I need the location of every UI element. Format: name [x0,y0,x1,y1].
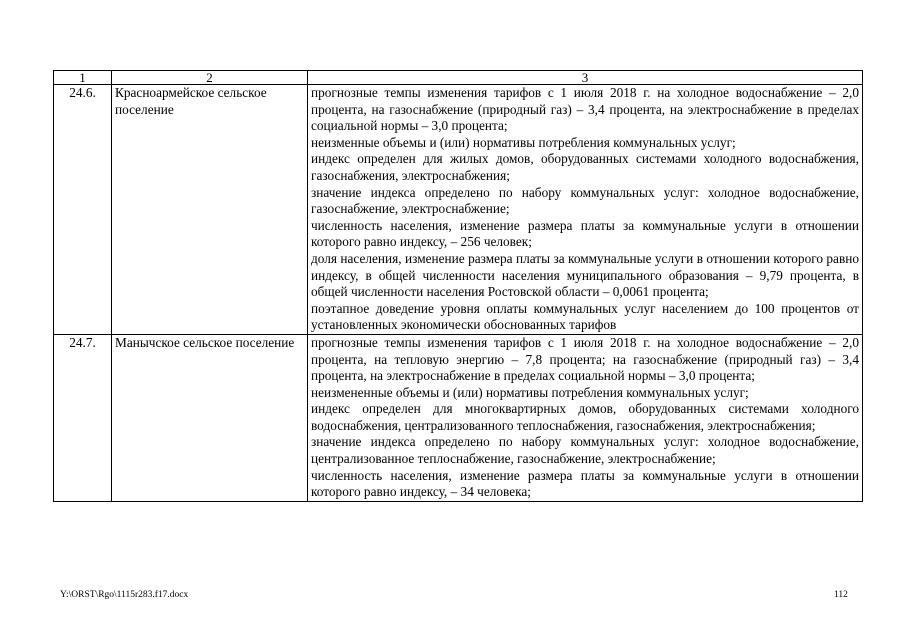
description-paragraph: индекс определен для жилых домов, оборудованных системами холодного водоснабжения, газоснабжения, электроснабжения; [311,151,859,183]
footer-file-path: Y:\ORST\Rgo\1115r283.f17.docx [60,590,189,600]
table-header-row [54,71,863,85]
description-paragraph: неизменные объемы и (или) нормативы потребления коммунальных услуг; [311,134,736,150]
description-paragraph: численность населения, изменение размера платы за коммунальные услуги в отношении которого равно индексу, – 34 человека; [311,467,859,500]
row-description [308,334,863,501]
settlement-name: Красноармейское сельское поселение [112,85,308,335]
settlement-name: Манычское сельское поселение [112,334,308,501]
table-row [54,334,863,501]
header-cell-1: 1 [54,71,112,85]
description-paragraph: прогнозные темпы изменения тарифов с 1 июля 2018 г. на холодное водоснабжение – 2,0 процента, на газоснабжение (природный газ) – 3,4 процента, на электроснабжение в пределах социальной нормы – 3,0 процента; [311,85,859,134]
row-number: 24.6. [54,85,112,335]
row-number: 24.7. [54,334,112,501]
description-paragraph: численность населения, изменение размера платы за коммунальные услуги в отношении которого равно индексу, – 256 человек; [311,217,859,250]
page-number: 112 [834,590,848,600]
description-paragraph: значение индекса определено по набору коммунальных услуг: холодное водоснабжение, централизованное теплоснабжение, газоснабжение, электроснабжение; [311,434,859,467]
header-cell-2: 2 [112,71,308,85]
description-paragraph: прогнозные темпы изменения тарифов с 1 июля 2018 г. на холодное водоснабжение – 2,0 процента, на тепловую энергию – 7,8 процента; на газоснабжение (природный газ) – 3,4 процента, на электроснабжение в пределах социальной нормы – 3,0 процента; [311,334,859,384]
description-paragraph: значение индекса определено по набору коммунальных услуг: холодное водоснабжение, газоснабжение, электроснабжение; [311,184,859,217]
table-row [54,85,863,335]
description-paragraph: поэтапное доведение уровня оплаты коммунальных услуг населением до 100 процентов от установленных экономически обоснованных тарифов [311,300,859,333]
header-cell-3: 3 [308,71,863,85]
description-paragraph: индекс определен для многоквартирных домов, оборудованных системами холодного водоснабжения, централизованного теплоснабжения, газоснабжения, электроснабжения; [311,401,859,433]
description-paragraph: неизмененные объемы и (или) нормативы потребления коммунальных услуг; [311,384,749,400]
tariff-index-table [53,70,863,502]
description-paragraph: доля населения, изменение размера платы за коммунальные услуги в отношении которого равно индексу, в общей численности населения муниципального образования – 9,79 процента, в общей численности населения Ростовской области – 0,0061 процента; [311,250,859,300]
row-description [308,85,863,335]
